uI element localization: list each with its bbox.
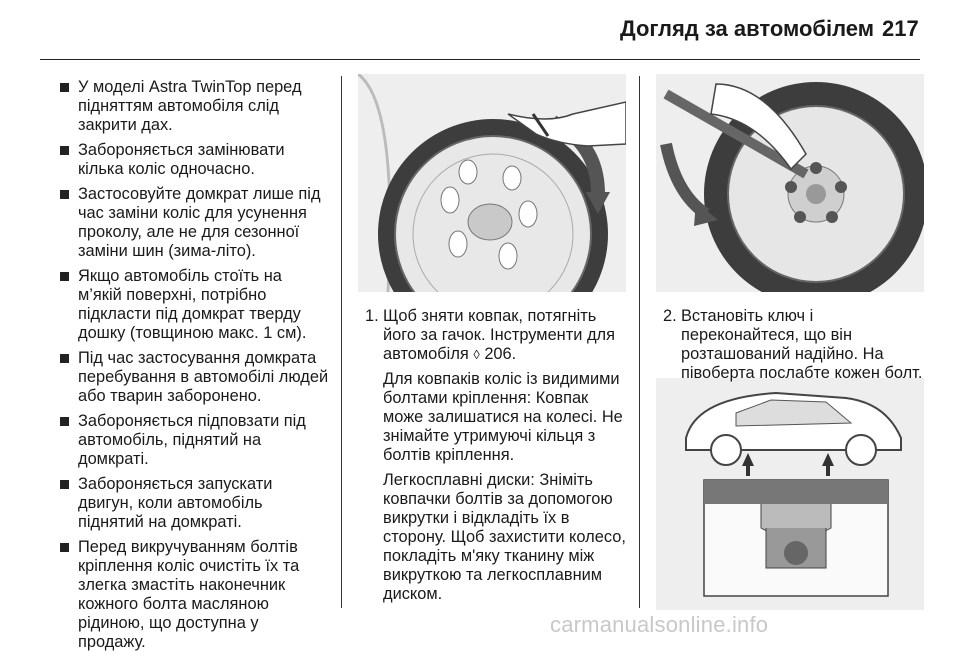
- bullet-square-icon: [60, 354, 69, 363]
- wheel-cover-drawing: [358, 74, 626, 292]
- list-item: Забороняється замінювати кілька коліс одночасно.: [60, 141, 330, 179]
- list-item: Якщо автомобіль стоїть на м’якій поверхні, потрібно підкласти під домкрат тверду дошку (товщиною макс. 1 см).: [60, 267, 330, 343]
- car-jack-drawing: [656, 378, 924, 610]
- step-1-paragraph-3: Легкосплавні диски: Зніміть ковпачки болтів за допомогою викрутки і відкладіть їх в сторону. Щоб захистити колесо, покладіть м'яку тканину між викруткою та легкосплавним диском.: [383, 471, 626, 603]
- step-number: 1.: [365, 307, 379, 325]
- step-2-text: Встановіть ключ і переконайтеся, що він розташований надійно. На півоберта послабте кожен болт.: [681, 307, 923, 382]
- safety-bullet-list: [60, 78, 330, 658]
- bullet-square-icon: [60, 190, 69, 199]
- watermark: carmanualsonline.info: [550, 612, 769, 637]
- page-number: 217: [882, 16, 919, 41]
- step-number: 2.: [663, 307, 677, 325]
- step-1: [365, 307, 631, 610]
- list-item: Перед викручуванням болтів кріплення коліс очистіть їх та злегка змастіть наконечник кожного болта масляною рідиною, що доступна у продажу.: [60, 538, 330, 652]
- bullet-square-icon: [60, 417, 69, 426]
- list-item: Під час застосування домкрата перебування в автомобілі людей або тварин заборонено.: [60, 349, 330, 406]
- bullet-square-icon: [60, 543, 69, 552]
- column-divider-2: [639, 76, 640, 608]
- page-reference-icon: ◊: [473, 347, 480, 362]
- step-1-text: Щоб зняти ковпак, потягніть його за гачок. Інструменти для автомобіля ◊ 206.: [383, 307, 615, 363]
- list-item: Застосовуйте домкрат лише під час заміни коліс для усунення проколу, але не для сезонної заміни шин (зима-літо).: [60, 185, 330, 261]
- step-1-paragraph-2: Для ковпаків коліс із видимими болтами кріплення: Ковпак може залишатися на колесі. Не знімайте утримуючі кільця з болтів кріплення.: [383, 370, 623, 464]
- page-reference-link[interactable]: 206.: [484, 345, 517, 363]
- header-rule: [40, 59, 920, 60]
- wrench-drawing: [656, 74, 924, 292]
- wheel-cover-illustration: [358, 74, 626, 292]
- list-item: Забороняється підповзати під автомобіль, піднятий на домкраті.: [60, 412, 330, 469]
- bullet-square-icon: [60, 83, 69, 92]
- page-header-title: Догляд за автомобілем: [620, 16, 875, 41]
- jacking-point-illustration: [656, 378, 924, 610]
- bullet-square-icon: [60, 272, 69, 281]
- step-2: [663, 307, 925, 383]
- list-item: У моделі Astra TwinTop перед підняттям автомобіля слід закрити дах.: [60, 78, 330, 135]
- bullet-square-icon: [60, 146, 69, 155]
- bullet-square-icon: [60, 480, 69, 489]
- column-divider-1: [341, 76, 342, 608]
- list-item: Забороняється запускати двигун, коли автомобіль піднятий на домкраті.: [60, 475, 330, 532]
- wheel-wrench-illustration: [656, 74, 924, 292]
